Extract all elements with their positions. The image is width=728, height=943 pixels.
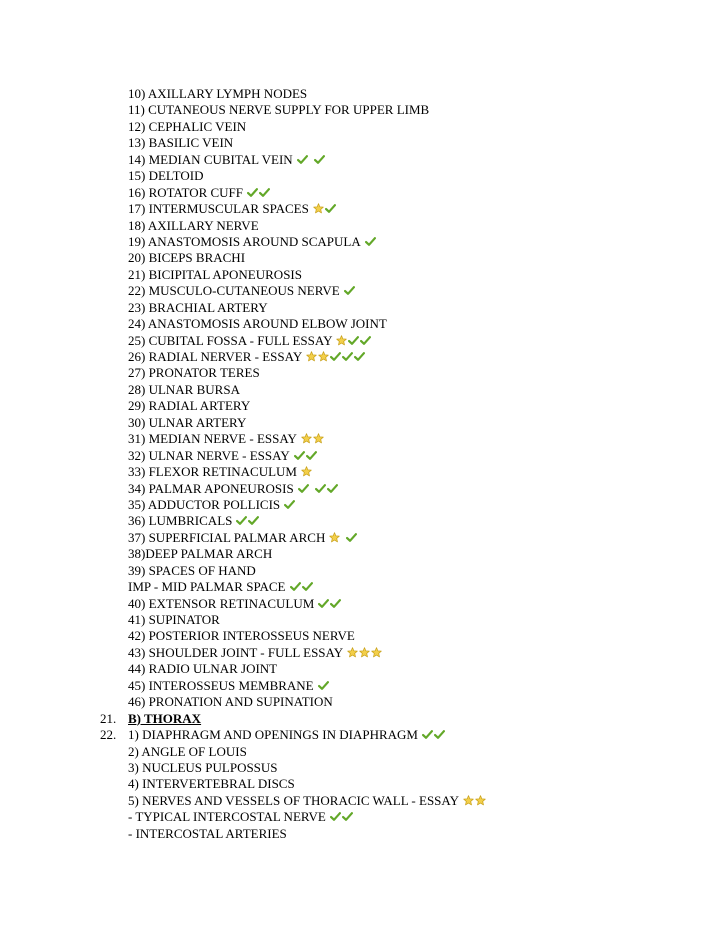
star-icon xyxy=(306,351,317,362)
list-item xyxy=(0,86,728,102)
mark-spacer xyxy=(341,532,345,543)
item-number: 21. xyxy=(100,710,117,726)
item-text xyxy=(128,431,325,447)
check-icon xyxy=(342,351,353,362)
item-text xyxy=(128,744,247,760)
check-icon xyxy=(236,515,247,526)
item-text xyxy=(128,727,446,743)
marks-group xyxy=(297,152,326,168)
item-text xyxy=(128,448,318,464)
star-icon xyxy=(318,351,329,362)
item-text xyxy=(128,809,354,825)
list-item xyxy=(0,727,728,743)
check-icon xyxy=(348,335,359,346)
check-icon xyxy=(360,335,371,346)
item-label: 12) CEPHALIC VEIN xyxy=(128,118,247,134)
list-item xyxy=(0,760,728,776)
marks-group xyxy=(236,513,260,529)
list-item xyxy=(0,612,728,628)
item-label: - TYPICAL INTERCOSTAL NERVE xyxy=(128,809,326,825)
list-item xyxy=(0,365,728,381)
list-item xyxy=(0,481,728,497)
item-text xyxy=(128,645,383,661)
list-item xyxy=(0,694,728,710)
item-label: 17) INTERMUSCULAR SPACES xyxy=(128,201,309,217)
check-icon xyxy=(284,499,295,510)
marks-group xyxy=(463,793,487,809)
item-text xyxy=(128,316,387,332)
item-text xyxy=(128,201,337,217)
item-text xyxy=(128,382,240,398)
marks-group xyxy=(294,448,318,464)
check-icon xyxy=(248,515,259,526)
item-text xyxy=(128,218,259,234)
star-icon xyxy=(371,647,382,658)
check-icon xyxy=(290,581,301,592)
star-icon xyxy=(347,647,358,658)
check-icon xyxy=(325,203,336,214)
item-label: 44) RADIO ULNAR JOINT xyxy=(128,661,278,677)
item-label: 39) SPACES OF HAND xyxy=(128,562,256,578)
list-item xyxy=(0,530,728,546)
mark-spacer xyxy=(310,483,314,494)
item-text xyxy=(128,135,233,151)
check-icon xyxy=(247,187,258,198)
item-text xyxy=(128,250,245,266)
item-label: 10) AXILLARY LYMPH NODES xyxy=(128,86,308,101)
list-item xyxy=(0,398,728,414)
item-label: 45) INTEROSSEUS MEMBRANE xyxy=(128,677,314,693)
marks-group xyxy=(336,333,372,349)
list-item xyxy=(0,431,728,447)
item-text xyxy=(128,234,377,250)
item-text xyxy=(128,152,326,168)
item-label: 30) ULNAR ARTERY xyxy=(128,414,247,430)
marks-group xyxy=(347,645,383,661)
check-icon xyxy=(259,187,270,198)
check-icon xyxy=(306,450,317,461)
item-text xyxy=(128,563,256,579)
list-item xyxy=(0,628,728,644)
item-label: 4) INTERVERTEBRAL DISCS xyxy=(128,776,295,792)
check-icon xyxy=(434,729,445,740)
item-label: - INTERCOSTAL ARTERIES xyxy=(128,825,287,841)
item-label: 23) BRACHIAL ARTERY xyxy=(128,299,268,315)
item-text xyxy=(128,612,220,628)
item-text xyxy=(128,102,429,118)
item-text xyxy=(128,694,333,710)
item-text xyxy=(128,760,278,776)
item-label: 46) PRONATION AND SUPINATION xyxy=(128,694,333,710)
item-label: 28) ULNAR BURSA xyxy=(128,381,240,397)
item-label: 20) BICEPS BRACHI xyxy=(128,250,246,266)
check-icon xyxy=(330,351,341,362)
list-item xyxy=(0,661,728,677)
marks-group xyxy=(301,431,325,447)
check-icon xyxy=(294,450,305,461)
list-item xyxy=(0,711,728,727)
marks-group xyxy=(344,283,356,299)
item-text xyxy=(128,661,277,677)
list-item xyxy=(0,333,728,349)
item-label: 15) DELTOID xyxy=(128,168,204,184)
item-label: 22) MUSCULO-CUTANEOUS NERVE xyxy=(128,283,340,299)
list-item xyxy=(0,448,728,464)
list-item xyxy=(0,283,728,299)
star-icon xyxy=(313,433,324,444)
list-item xyxy=(0,645,728,661)
check-icon xyxy=(302,581,313,592)
item-label: 37) SUPERFICIAL PALMAR ARCH xyxy=(128,529,326,545)
section-heading xyxy=(128,711,201,727)
star-icon xyxy=(336,335,347,346)
marks-group xyxy=(422,727,446,743)
item-text xyxy=(128,596,342,612)
item-text xyxy=(128,530,358,546)
item-text xyxy=(128,793,487,809)
marks-group xyxy=(329,530,358,546)
item-label: 1) DIAPHRAGM AND OPENINGS IN DIAPHRAGM xyxy=(128,727,418,743)
item-label: 40) EXTENSOR RETINACULUM xyxy=(128,595,315,611)
list-item xyxy=(0,267,728,283)
item-label: 3) NUCLEUS PULPOSSUS xyxy=(128,759,278,775)
item-text xyxy=(128,283,356,299)
list-item xyxy=(0,152,728,168)
star-icon xyxy=(475,795,486,806)
marks-group xyxy=(318,678,330,694)
list-item xyxy=(0,464,728,480)
list-item xyxy=(0,563,728,579)
check-icon xyxy=(297,154,308,165)
check-icon xyxy=(315,483,326,494)
marks-group xyxy=(290,579,314,595)
item-text xyxy=(128,513,260,529)
item-label: 31) MEDIAN NERVE - ESSAY xyxy=(128,431,297,447)
star-icon xyxy=(463,795,474,806)
item-text xyxy=(128,333,372,349)
item-text xyxy=(128,398,250,414)
item-label: 16) ROTATOR CUFF xyxy=(128,184,244,200)
list-item xyxy=(0,513,728,529)
list-item xyxy=(0,678,728,694)
item-label: 19) ANASTOMOSIS AROUND SCAPULA xyxy=(128,233,361,249)
item-text xyxy=(128,481,339,497)
check-icon xyxy=(344,285,355,296)
marks-group xyxy=(284,497,296,513)
item-text xyxy=(128,497,296,513)
item-text xyxy=(128,415,246,431)
list-item xyxy=(0,218,728,234)
item-text xyxy=(128,464,313,480)
list-item xyxy=(0,119,728,135)
list-item xyxy=(0,546,728,562)
star-icon xyxy=(301,433,312,444)
check-icon xyxy=(330,598,341,609)
item-label: 38)DEEP PALMAR ARCH xyxy=(128,546,273,562)
item-label: 18) AXILLARY NERVE xyxy=(128,217,259,233)
item-text xyxy=(128,628,355,644)
star-icon xyxy=(313,203,324,214)
list-item xyxy=(0,102,728,118)
item-text xyxy=(128,168,203,184)
check-icon xyxy=(318,680,329,691)
item-text xyxy=(128,86,307,102)
list-item xyxy=(0,497,728,513)
list-item xyxy=(0,793,728,809)
item-label: IMP - MID PALMAR SPACE xyxy=(128,579,286,595)
item-text xyxy=(128,579,314,595)
item-label: 13) BASILIC VEIN xyxy=(128,135,234,151)
list-item xyxy=(0,234,728,250)
list-item xyxy=(0,300,728,316)
list-item xyxy=(0,776,728,792)
list-item xyxy=(0,744,728,760)
star-icon xyxy=(329,532,340,543)
item-text xyxy=(128,267,302,283)
marks-group xyxy=(247,185,271,201)
list-item xyxy=(0,316,728,332)
item-label: 14) MEDIAN CUBITAL VEIN xyxy=(128,151,293,167)
star-icon xyxy=(359,647,370,658)
item-label: B) THORAX xyxy=(128,710,202,726)
item-label: 27) PRONATOR TERES xyxy=(128,365,260,381)
item-text xyxy=(128,119,246,135)
item-text xyxy=(128,365,260,381)
check-icon xyxy=(422,729,433,740)
item-label: 29) RADIAL ARTERY xyxy=(128,398,251,414)
marks-group xyxy=(330,809,354,825)
item-text xyxy=(128,300,268,316)
check-icon xyxy=(314,154,325,165)
list-item xyxy=(0,596,728,612)
list-item xyxy=(0,579,728,595)
item-label: 11) CUTANEOUS NERVE SUPPLY FOR UPPER LIMB xyxy=(128,102,430,118)
item-label: 43) SHOULDER JOINT - FULL ESSAY xyxy=(128,644,344,660)
item-label: 35) ADDUCTOR POLLICIS xyxy=(128,496,281,512)
list-item xyxy=(0,168,728,184)
item-text xyxy=(128,776,295,792)
marks-group xyxy=(365,234,377,250)
check-icon xyxy=(342,811,353,822)
marks-group xyxy=(298,481,339,497)
mark-spacer xyxy=(309,154,313,165)
list-item xyxy=(0,349,728,365)
list-item xyxy=(0,185,728,201)
item-text xyxy=(128,349,366,365)
check-icon xyxy=(298,483,309,494)
item-label: 25) CUBITAL FOSSA - FULL ESSAY xyxy=(128,332,333,348)
list-item xyxy=(0,382,728,398)
check-icon xyxy=(318,598,329,609)
item-label: 36) LUMBRICALS xyxy=(128,513,233,529)
item-text xyxy=(128,185,271,201)
item-text xyxy=(128,826,287,842)
item-label: 24) ANASTOMOSIS AROUND ELBOW JOINT xyxy=(128,316,387,332)
marks-group xyxy=(306,349,366,365)
item-label: 33) FLEXOR RETINACULUM xyxy=(128,464,297,480)
item-label: 5) NERVES AND VESSELS OF THORACIC WALL - ESSAY xyxy=(128,792,459,808)
item-label: 21) BICIPITAL APONEUROSIS xyxy=(128,266,302,282)
list-item xyxy=(0,809,728,825)
item-label: 42) POSTERIOR INTEROSSEUS NERVE xyxy=(128,628,355,644)
item-text xyxy=(128,546,272,562)
item-label: 2) ANGLE OF LOUIS xyxy=(128,743,247,759)
item-label: 34) PALMAR APONEUROSIS xyxy=(128,480,294,496)
marks-group xyxy=(301,464,313,480)
list-item xyxy=(0,135,728,151)
list-item xyxy=(0,415,728,431)
item-text xyxy=(128,678,330,694)
check-icon xyxy=(365,236,376,247)
list-item xyxy=(0,201,728,217)
check-icon xyxy=(346,532,357,543)
document-list xyxy=(0,86,728,842)
star-icon xyxy=(301,466,312,477)
marks-group xyxy=(313,201,337,217)
item-label: 41) SUPINATOR xyxy=(128,612,220,627)
item-label: 32) ULNAR NERVE - ESSAY xyxy=(128,447,290,463)
marks-group xyxy=(318,596,342,612)
check-icon xyxy=(354,351,365,362)
item-label: 26) RADIAL NERVER - ESSAY xyxy=(128,349,303,364)
check-icon xyxy=(330,811,341,822)
check-icon xyxy=(327,483,338,494)
list-item xyxy=(0,250,728,266)
list-item xyxy=(0,826,728,842)
item-number: 22. xyxy=(100,727,117,743)
